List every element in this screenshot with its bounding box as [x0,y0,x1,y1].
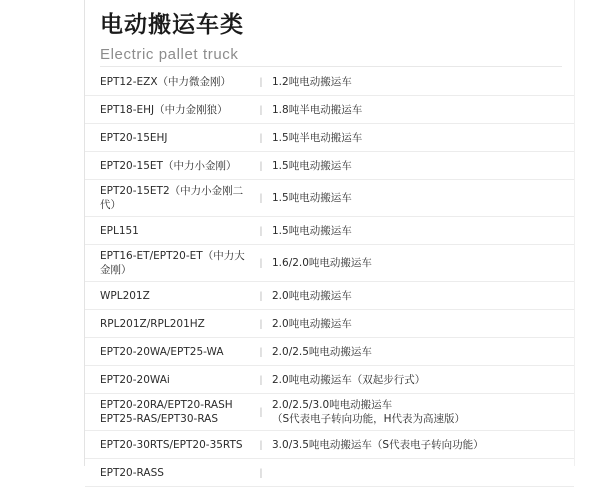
product-model-line1: WPL201Z [100,289,150,302]
product-spec [272,438,574,452]
column-separator: | [259,75,263,88]
product-model-line1: EPT20-20WA/EPT25-WA [100,345,224,358]
product-model-line1: EPT20-15EHJ [100,131,168,144]
product-spec [272,373,574,387]
product-model-line1: EPT20-20WAi [100,373,170,386]
product-spec [272,191,574,205]
product-model-line1: EPT20-15ET（中力小金刚） [100,159,237,172]
product-spec-line1: 1.2吨电动搬运车 [272,75,352,88]
column-separator: | [259,192,263,204]
column-separator: | [259,159,263,172]
list-item [85,282,574,310]
product-spec-line1: 1.5吨电动搬运车 [272,192,352,204]
page-header [85,0,574,64]
list-item [85,124,574,152]
product-model [100,75,250,89]
column-separator: | [259,224,263,237]
product-model [100,159,250,173]
product-model-line1: EPT12-EZX（中力微金刚） [100,75,232,88]
product-spec [272,256,574,270]
product-spec-line1: 2.0吨电动搬运车 [272,317,352,330]
right-vertical-rule [574,0,575,466]
product-model-line1: EPT18-EHJ（中力金刚狼） [100,103,228,116]
product-spec-line1: 2.0吨电动搬运车 [272,289,352,302]
product-model [100,184,250,212]
product-model-line1: EPT16-ET/EPT20-ET（中力大金刚） [100,250,245,276]
list-item [85,338,574,366]
column-separator: | [259,289,263,302]
list-item [85,431,574,459]
product-spec-line1: 2.0/2.5/3.0吨电动搬运车 [272,399,393,411]
page-title-cn: 电动搬运车类 [100,12,244,38]
product-model-line1: EPT20-30RTS/EPT20-35RTS [100,438,243,451]
column-separator: | [259,406,263,418]
list-item [85,152,574,180]
product-model [100,317,250,331]
product-spec [272,75,574,89]
list-item [85,180,574,217]
product-model-line1: EPT20-15ET2（中力小金刚二代） [100,185,244,211]
product-model [100,438,250,452]
list-item [85,394,574,431]
list-item [85,245,574,282]
product-spec [272,224,574,238]
product-model-line1: EPT20-20RA/EPT20-RASH [100,399,233,411]
product-spec-line1: 1.5吨电动搬运车 [272,224,352,237]
product-model [100,249,250,277]
document-content [85,0,574,479]
product-spec [272,159,574,173]
column-separator: | [259,131,263,144]
column-separator: | [259,466,263,479]
product-spec [272,398,574,426]
product-spec-line1: 2.0吨电动搬运车（双起步行式） [272,373,426,386]
list-item [85,366,574,394]
product-model [100,345,250,359]
product-spec [272,103,574,117]
column-separator: | [259,438,263,451]
product-model [100,224,250,238]
product-model [100,289,250,303]
product-spec [272,131,574,145]
product-model-line1: EPT20-RASS [100,466,164,479]
header-divider [100,66,562,67]
product-model [100,131,250,145]
column-separator: | [259,345,263,358]
product-spec-line1: 1.5吨半电动搬运车 [272,131,363,144]
product-spec-line1: 1.8吨半电动搬运车 [272,103,363,116]
product-list [85,68,574,487]
product-model [100,398,250,426]
list-item [85,310,574,338]
list-item [85,217,574,245]
product-spec [272,289,574,303]
product-spec-line1: 1.5吨电动搬运车 [272,159,352,172]
product-model [100,103,250,117]
list-item [85,96,574,124]
column-separator: | [259,373,263,386]
product-spec-line2: （S代表电子转向功能，H代表为高速版） [272,413,466,425]
product-model-line2: EPT25-RAS/EPT30-RAS [100,413,219,425]
list-item [85,459,574,487]
product-spec [272,317,574,331]
column-separator: | [259,257,263,269]
column-separator: | [259,317,263,330]
page-title-en: Electric pallet truck [100,46,239,63]
product-spec-line1: 2.0/2.5吨电动搬运车 [272,345,372,358]
product-spec [272,345,574,359]
product-spec-line1: 1.6/2.0吨电动搬运车 [272,257,372,269]
product-model-line1: EPL151 [100,224,139,237]
list-item [85,68,574,96]
product-model [100,466,250,480]
product-spec-line1: 3.0/3.5吨电动搬运车（S代表电子转向功能） [272,438,484,451]
column-separator: | [259,103,263,116]
product-model-line1: RPL201Z/RPL201HZ [100,317,205,330]
product-model [100,373,250,387]
